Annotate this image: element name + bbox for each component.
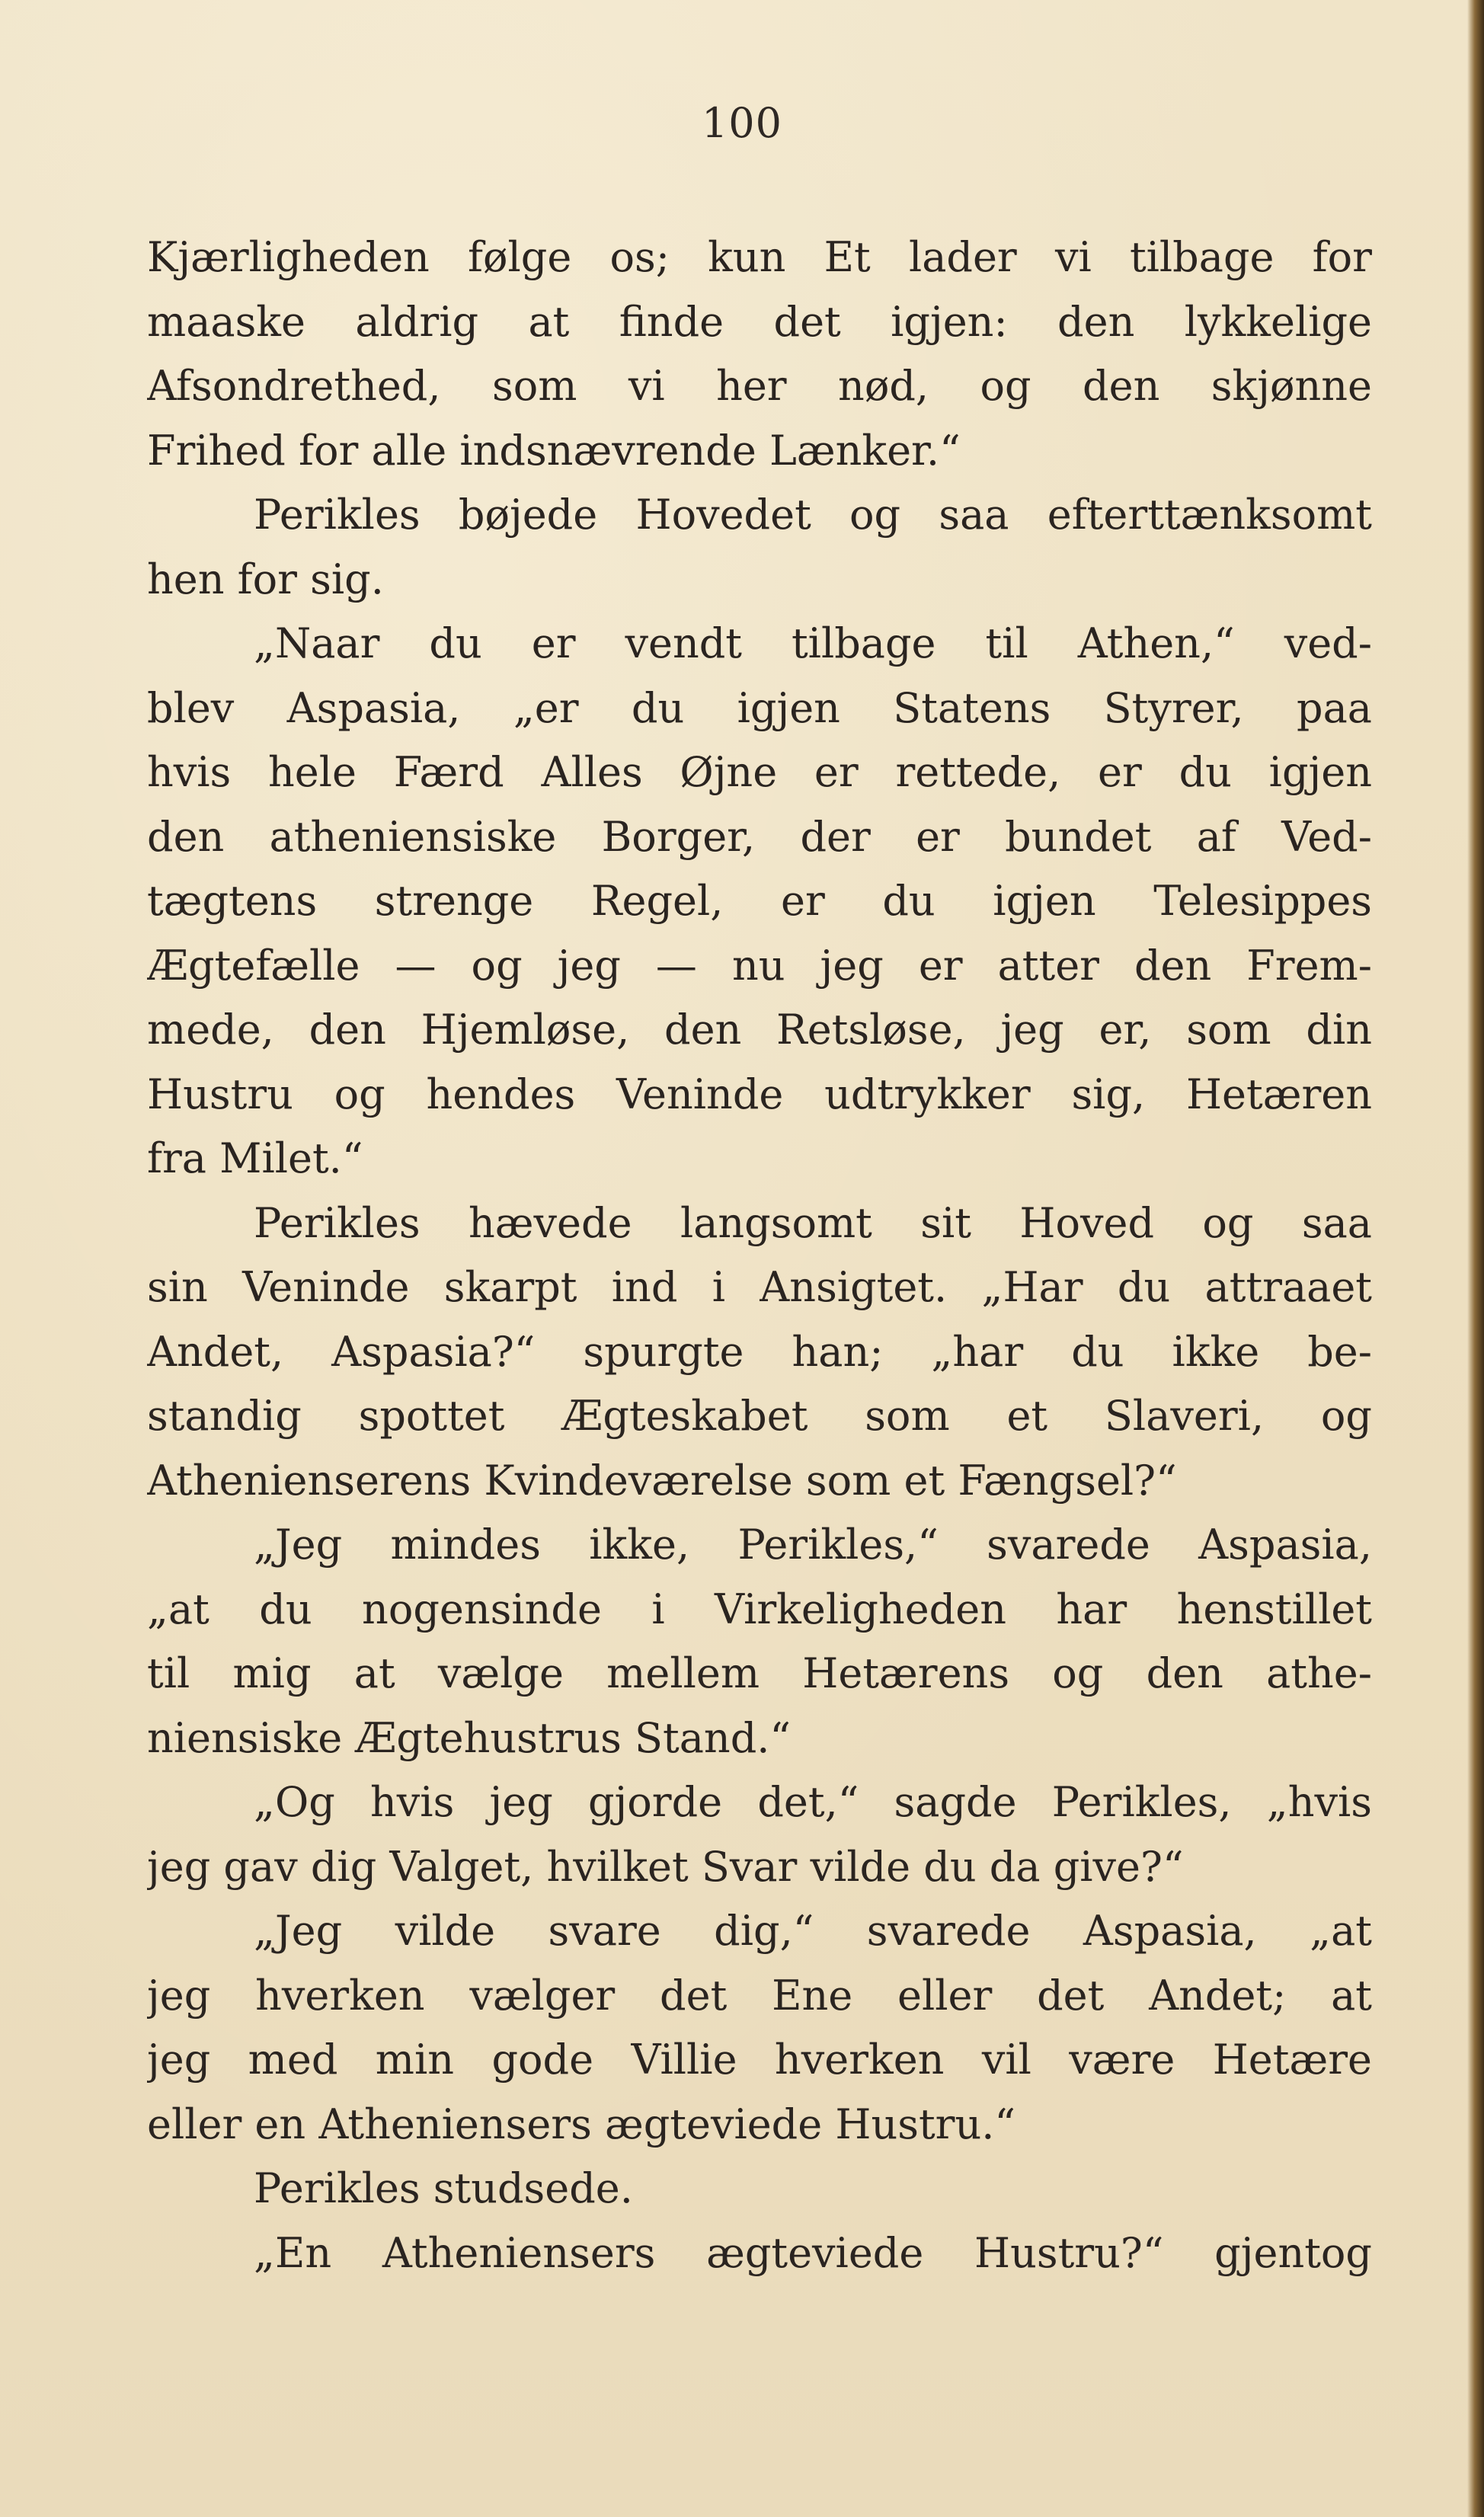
text-line: Andet, Aspasia?“ spurgte han; „har du ikke be- (147, 1327, 1372, 1376)
text-line: jeg med min gode Villie hverken vil være Hetære (147, 2036, 1372, 2084)
text-line: jeg hverken vælger det Ene eller det Andet; at (147, 1971, 1372, 2020)
text-line: den atheniensiske Borger, der er bundet af Ved- (147, 812, 1372, 861)
text-line: Perikles studsede. (254, 2164, 633, 2212)
page-edge (1467, 0, 1484, 2517)
text-line: jeg gav dig Valget, hvilket Svar vilde du da give?“ (147, 1842, 1184, 1891)
text-line: Perikles bøjede Hovedet og saa efterttænksomt (254, 491, 1372, 539)
text-line: Athenienserens Kvindeværelse som et Fængsel?“ (147, 1456, 1177, 1505)
text-line: eller en Atheniensers ægteviede Hustru.“ (147, 2100, 1016, 2148)
text-line: „at du nogensinde i Virkeligheden har henstillet (147, 1585, 1372, 1633)
text-line: Frihed for alle indsnævrende Lænker.“ (147, 426, 961, 475)
text-line: „Jeg vilde svare dig,“ svarede Aspasia, „at (254, 1907, 1372, 1955)
text-line: niensiske Ægtehustrus Stand.“ (147, 1713, 792, 1762)
page-number: 100 (701, 99, 783, 147)
text-line: sin Veninde skarpt ind i Ansigtet. „Har du attraaet (147, 1263, 1372, 1311)
text-line: hen for sig. (147, 555, 384, 603)
text-line: „En Atheniensers ægteviede Hustru?“ gjentog (254, 2228, 1372, 2277)
text-line: Perikles hævede langsomt sit Hoved og saa (254, 1198, 1372, 1247)
text-line: Afsondrethed, som vi her nød, og den skjønne (147, 362, 1372, 410)
text-line: maaske aldrig at finde det igjen: den lykkelige (147, 297, 1372, 346)
text-line: hvis hele Færd Alles Øjne er rettede, er du igjen (147, 748, 1372, 796)
text-line: „Og hvis jeg gjorde det,“ sagde Perikles, „hvis (254, 1778, 1372, 1826)
text-line: „Naar du er vendt tilbage til Athen,“ ved- (254, 619, 1372, 667)
text-line: fra Milet.“ (147, 1134, 363, 1182)
body-text (147, 225, 1372, 2285)
text-line: til mig at vælge mellem Hetærens og den athe- (147, 1649, 1372, 1697)
text-line: standig spottet Ægteskabet som et Slaveri, og (147, 1392, 1372, 1440)
text-line: tægtens strenge Regel, er du igjen Telesippes (147, 877, 1372, 925)
text-line: blev Aspasia, „er du igjen Statens Styrer, paa (147, 683, 1372, 732)
text-line: Ægtefælle — og jeg — nu jeg er atter den Frem- (147, 941, 1372, 990)
text-line: Kjærligheden følge os; kun Et lader vi tilbage for (147, 233, 1372, 281)
text-line: Hustru og hendes Veninde udtrykker sig, Hetæren (147, 1070, 1372, 1118)
text-line: mede, den Hjemløse, den Retsløse, jeg er, som din (147, 1006, 1372, 1054)
text-line: „Jeg mindes ikke, Perikles,“ svarede Aspasia, (254, 1521, 1372, 1569)
